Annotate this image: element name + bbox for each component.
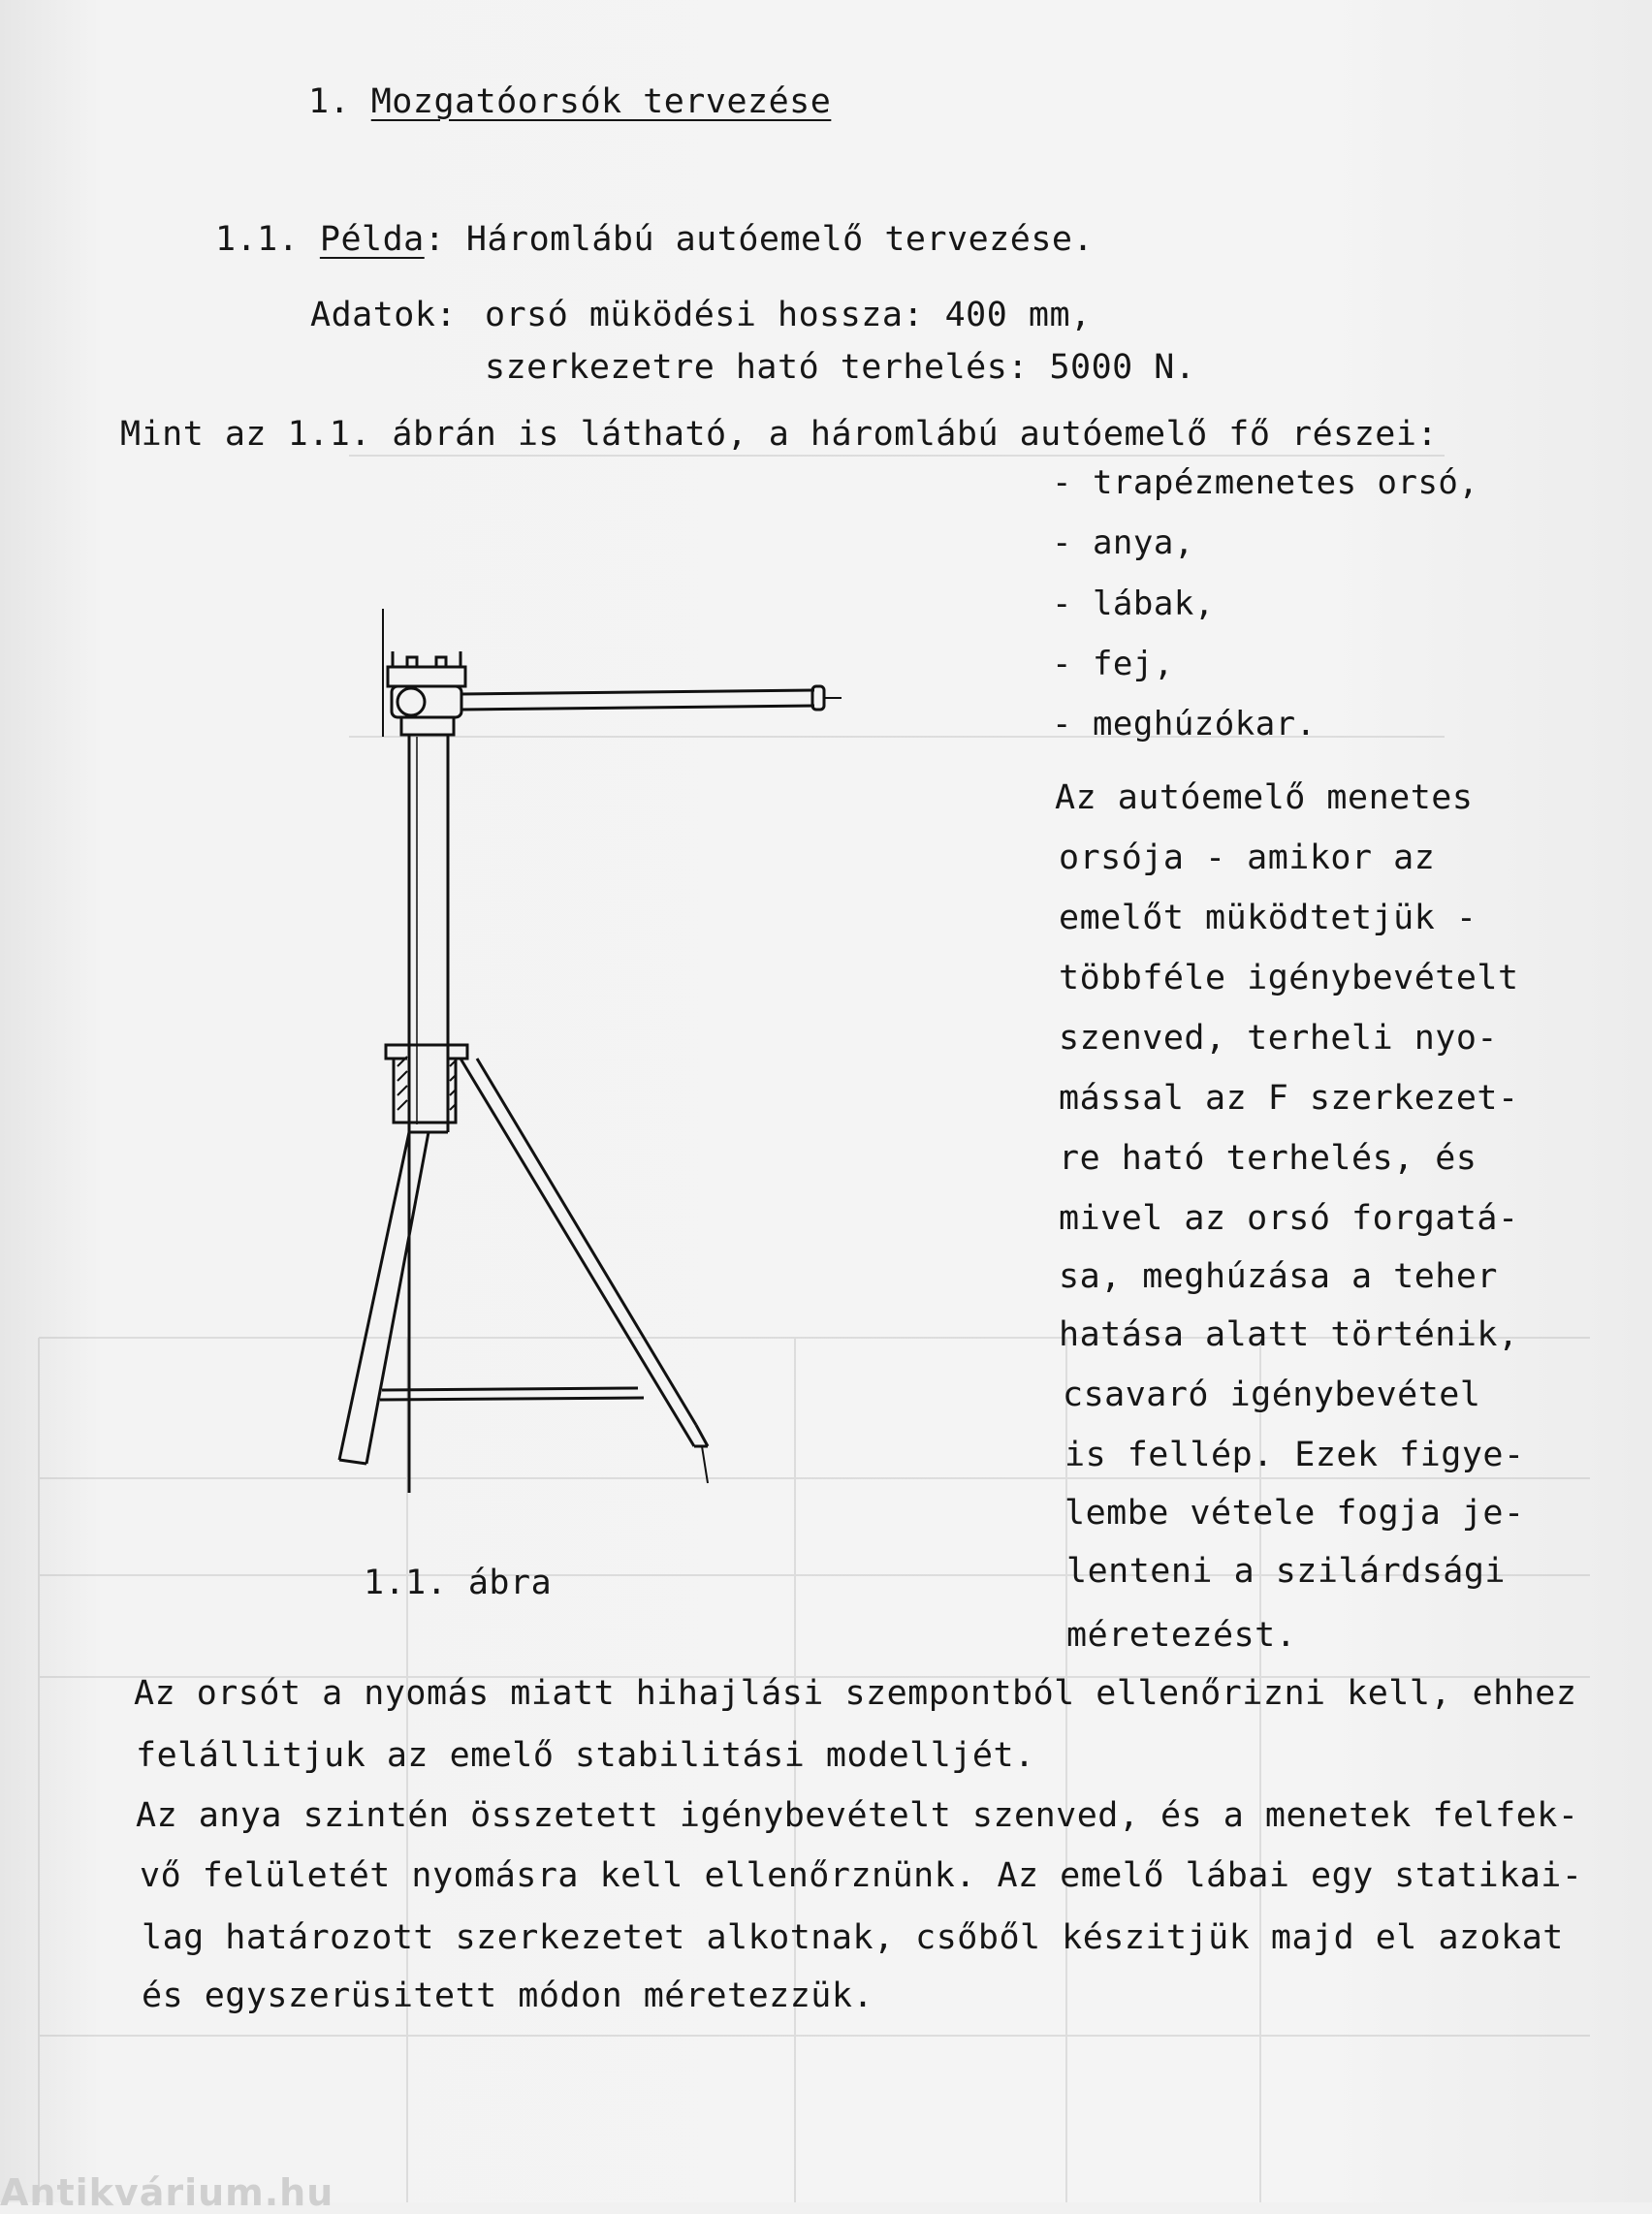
list-item: - anya, <box>1052 523 1194 562</box>
paragraph-line: re ható terhelés, és <box>1059 1139 1477 1178</box>
paragraph-line: többféle igénybevételt <box>1059 959 1519 997</box>
data-label: Adatok: <box>310 296 458 334</box>
watermark: Antikvárium.hu <box>0 2171 334 2214</box>
paragraph-line: lenteni a szilárdsági <box>1066 1552 1507 1591</box>
example-line <box>215 217 1094 262</box>
list-item: - lábak, <box>1052 585 1215 623</box>
list-item: - meghúzókar. <box>1052 705 1317 743</box>
paragraph-line: Az orsót a nyomás miatt hihajlási szempontból ellenőrizni kell, ehhez <box>134 1674 1577 1713</box>
intro-sentence: Mint az 1.1. ábrán is látható, a háromlábú autóemelő fő részei: <box>120 415 1439 454</box>
example-label: Példa <box>319 220 425 259</box>
tripod-jack-figure <box>310 601 853 1493</box>
example-title: Háromlábú autóemelő tervezése. <box>465 220 1095 259</box>
data-line-1: orsó müködési hossza: 400 mm, <box>485 296 1092 334</box>
section-heading <box>308 79 831 124</box>
paragraph-line: mással az F szerkezet- <box>1059 1079 1519 1118</box>
paragraph-line: emelőt müködtetjük - <box>1059 899 1477 937</box>
paragraph-line: lag határozott szerkezetet alkotnak, csőből készitjük majd el azokat <box>142 1918 1564 1957</box>
section-number: 1. <box>308 82 351 121</box>
paragraph-line: mivel az orsó forgatá- <box>1059 1199 1519 1238</box>
paragraph-line: csavaró igénybevétel <box>1063 1376 1481 1414</box>
list-item: - fej, <box>1052 645 1174 683</box>
figure-caption: 1.1. ábra <box>364 1564 553 1602</box>
section-title: Mozgatóorsók tervezése <box>370 82 832 121</box>
paragraph-line: is fellép. Ezek figye- <box>1064 1436 1525 1474</box>
example-colon: : <box>424 220 446 259</box>
paragraph-line: felállitjuk az emelő stabilitási modelljét. <box>136 1736 1035 1775</box>
paragraph-line: szenved, terheli nyo- <box>1059 1019 1499 1058</box>
paragraph-line: méretezést. <box>1066 1616 1297 1655</box>
paragraph-line: és egyszerüsitett módon méretezzük. <box>142 1977 874 2015</box>
example-number: 1.1. <box>215 220 300 259</box>
paragraph-line: sa, meghúzása a teher <box>1059 1257 1499 1296</box>
list-item: - trapézmenetes orsó, <box>1052 463 1479 502</box>
data-line-2: szerkezetre ható terhelés: 5000 N. <box>485 348 1196 387</box>
paragraph-line: Az autóemelő menetes <box>1055 778 1474 817</box>
paragraph-line: hatása alatt történik, <box>1059 1315 1519 1354</box>
paragraph-line: Az anya szintén összetett igénybevételt szenved, és a menetek felfek- <box>136 1796 1579 1835</box>
paragraph-line: lembe vétele fogja je- <box>1064 1494 1525 1533</box>
paragraph-line: orsója - amikor az <box>1059 838 1436 877</box>
paragraph-line: vő felületét nyomásra kell ellenőrznünk. Az emelő lábai egy statikai- <box>140 1856 1583 1895</box>
